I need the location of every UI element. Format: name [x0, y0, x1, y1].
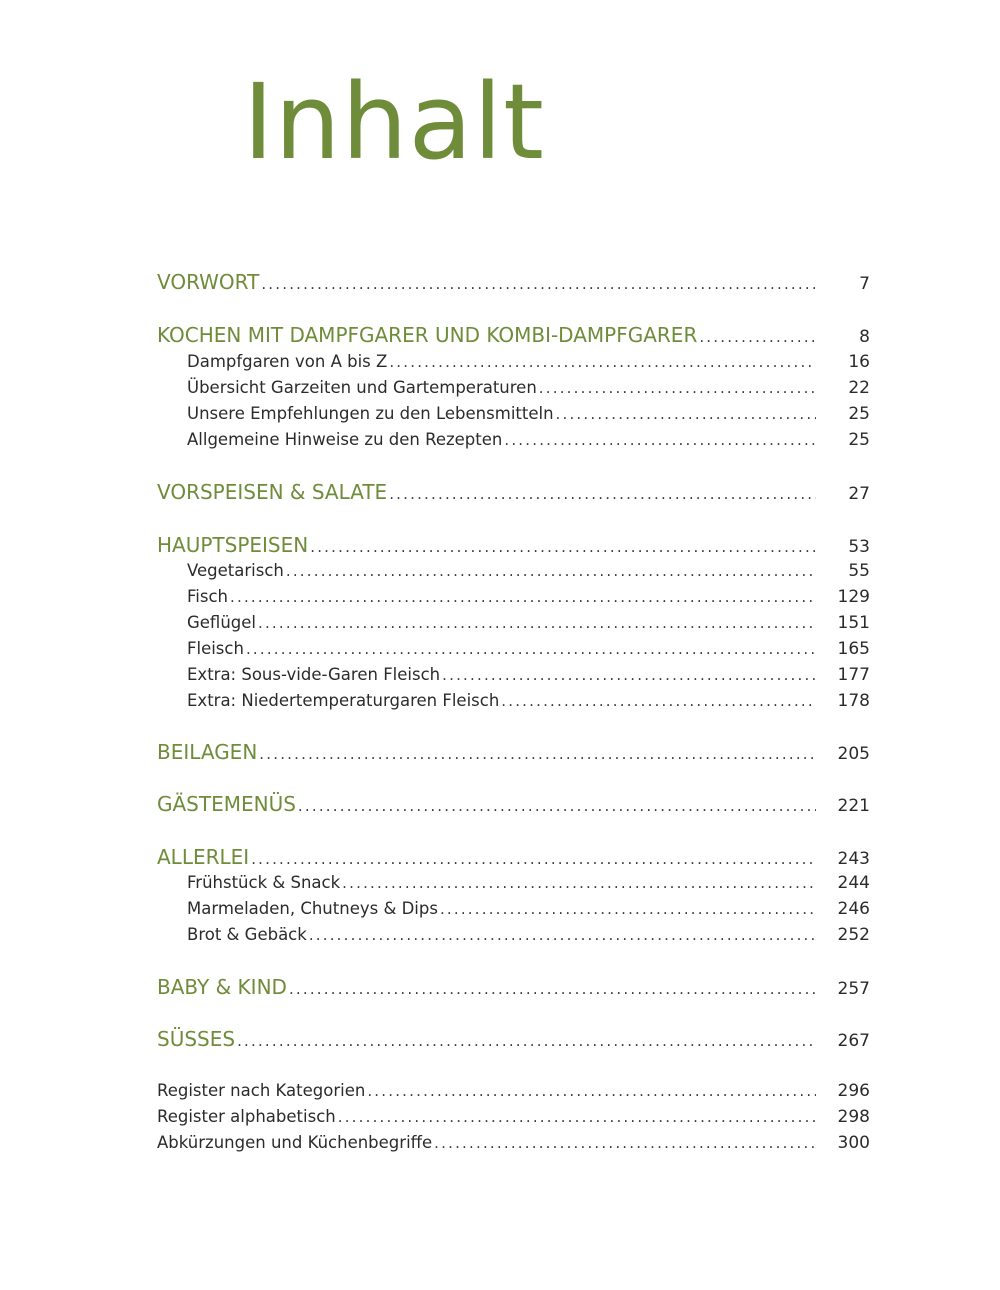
- toc-page-number: 246: [837, 899, 870, 919]
- toc-page-number: 252: [837, 925, 870, 945]
- dot-leader: [501, 692, 816, 710]
- toc-page-number: 177: [837, 665, 870, 685]
- dot-leader: [389, 353, 816, 371]
- toc-item[interactable]: [187, 925, 870, 945]
- toc-page-number: 8: [859, 327, 870, 347]
- toc-section-label: BEILAGEN: [157, 740, 258, 764]
- dot-leader: [259, 745, 816, 763]
- toc-item-label: Geflügel: [187, 613, 256, 632]
- toc-section-vorspeisen[interactable]: [157, 480, 870, 504]
- toc-item-label: Frühstück & Snack: [187, 873, 341, 892]
- toc-section-baby-kind[interactable]: [157, 975, 870, 999]
- toc-section-beilagen[interactable]: [157, 740, 870, 764]
- dot-leader: [504, 431, 816, 449]
- toc-item-label: Extra: Niedertemperaturgaren Fleisch: [187, 691, 500, 710]
- toc-page-number: 257: [837, 979, 870, 999]
- toc-page-number: 7: [859, 274, 870, 294]
- toc-page-number: 25: [848, 430, 870, 450]
- dot-leader: [289, 980, 816, 998]
- toc-item[interactable]: [187, 352, 870, 372]
- toc-item-label: Fleisch: [187, 639, 244, 658]
- toc-section-label: GÄSTEMENÜS: [157, 792, 296, 816]
- dot-leader: [310, 538, 816, 556]
- toc-item[interactable]: [187, 378, 870, 398]
- toc-page-number: 22: [848, 378, 870, 398]
- dot-leader: [342, 874, 816, 892]
- toc-page-number: 267: [837, 1031, 870, 1051]
- toc-item[interactable]: [187, 404, 870, 424]
- toc-item-label: Fisch: [187, 587, 229, 606]
- toc-item[interactable]: [187, 899, 870, 919]
- toc-section-label: SÜSSES: [157, 1027, 236, 1051]
- toc-section-vorwort[interactable]: [157, 270, 870, 294]
- toc-page-number: 221: [837, 796, 870, 816]
- toc-page-number: 53: [848, 537, 870, 557]
- toc-section-hauptspeisen[interactable]: [157, 533, 870, 557]
- toc-appendix-item[interactable]: [157, 1081, 870, 1101]
- dot-leader: [258, 614, 816, 632]
- dot-leader: [389, 485, 816, 503]
- toc-section-label: ALLERLEI: [157, 845, 250, 869]
- toc-item-label: Abkürzungen und Küchenbegriffe: [157, 1133, 433, 1152]
- toc-item-label: Unsere Empfehlungen zu den Lebensmitteln: [187, 404, 554, 423]
- dot-leader: [261, 275, 816, 293]
- toc-item-label: Brot & Gebäck: [187, 925, 307, 944]
- dot-leader: [367, 1082, 816, 1100]
- toc-item[interactable]: [187, 873, 870, 893]
- dot-leader: [298, 797, 816, 815]
- toc-section-label: BABY & KIND: [157, 975, 287, 999]
- toc-item[interactable]: [187, 613, 870, 633]
- dot-leader: [539, 379, 816, 397]
- dot-leader: [251, 850, 816, 868]
- dot-leader: [230, 588, 816, 606]
- dot-leader: [434, 1134, 816, 1152]
- toc-page-number: 165: [837, 639, 870, 659]
- toc-appendix-item[interactable]: [157, 1133, 870, 1153]
- toc-item[interactable]: [187, 691, 870, 711]
- dot-leader: [338, 1108, 816, 1126]
- toc-item[interactable]: [187, 430, 870, 450]
- toc-item[interactable]: [187, 561, 870, 581]
- toc-page-number: 298: [837, 1107, 870, 1127]
- toc-page-number: 205: [837, 744, 870, 764]
- dot-leader: [246, 640, 816, 658]
- toc-section-label: VORSPEISEN & SALATE: [157, 480, 388, 504]
- page-title: Inhalt: [243, 61, 545, 183]
- toc-page-number: 16: [848, 352, 870, 372]
- toc-item-label: Dampfgaren von A bis Z: [187, 352, 388, 371]
- toc-item-label: Vegetarisch: [187, 561, 284, 580]
- toc-item-label: Übersicht Garzeiten und Gartemperaturen: [187, 378, 537, 397]
- dot-leader: [286, 562, 816, 580]
- toc-section-allerlei[interactable]: [157, 845, 870, 869]
- dot-leader: [309, 926, 816, 944]
- toc-section-gaestemenues[interactable]: [157, 792, 870, 816]
- toc-page-number: 129: [837, 587, 870, 607]
- toc-item[interactable]: [187, 665, 870, 685]
- toc-item-label: Allgemeine Hinweise zu den Rezepten: [187, 430, 503, 449]
- toc-section-label: KOCHEN MIT DAMPFGARER UND KOMBI-DAMPFGARER: [157, 323, 698, 347]
- dot-leader: [237, 1032, 816, 1050]
- toc-section-suesses[interactable]: [157, 1027, 870, 1051]
- toc-page-number: 55: [848, 561, 870, 581]
- toc-appendix-item[interactable]: [157, 1107, 870, 1127]
- toc-page-number: 244: [837, 873, 870, 893]
- dot-leader: [440, 900, 816, 918]
- toc-page-number: 300: [837, 1133, 870, 1153]
- toc-page-number: 296: [837, 1081, 870, 1101]
- toc-item[interactable]: [187, 639, 870, 659]
- toc-page-number: 151: [837, 613, 870, 633]
- toc-page-number: 178: [837, 691, 870, 711]
- dot-leader: [442, 666, 816, 684]
- toc-section-label: HAUPTSPEISEN: [157, 533, 309, 557]
- toc-page-number: 27: [848, 484, 870, 504]
- dot-leader: [556, 405, 816, 423]
- toc-item[interactable]: [187, 587, 870, 607]
- toc-item-label: Marmeladen, Chutneys & Dips: [187, 899, 438, 918]
- toc-section-kochen[interactable]: [157, 323, 870, 347]
- toc-item-label: Register nach Kategorien: [157, 1081, 366, 1100]
- toc-page-number: 243: [837, 849, 870, 869]
- toc-section-label: VORWORT: [157, 270, 260, 294]
- toc-item-label: Register alphabetisch: [157, 1107, 336, 1126]
- dot-leader: [699, 328, 816, 346]
- toc-page-number: 25: [848, 404, 870, 424]
- toc-item-label: Extra: Sous-vide-Garen Fleisch: [187, 665, 441, 684]
